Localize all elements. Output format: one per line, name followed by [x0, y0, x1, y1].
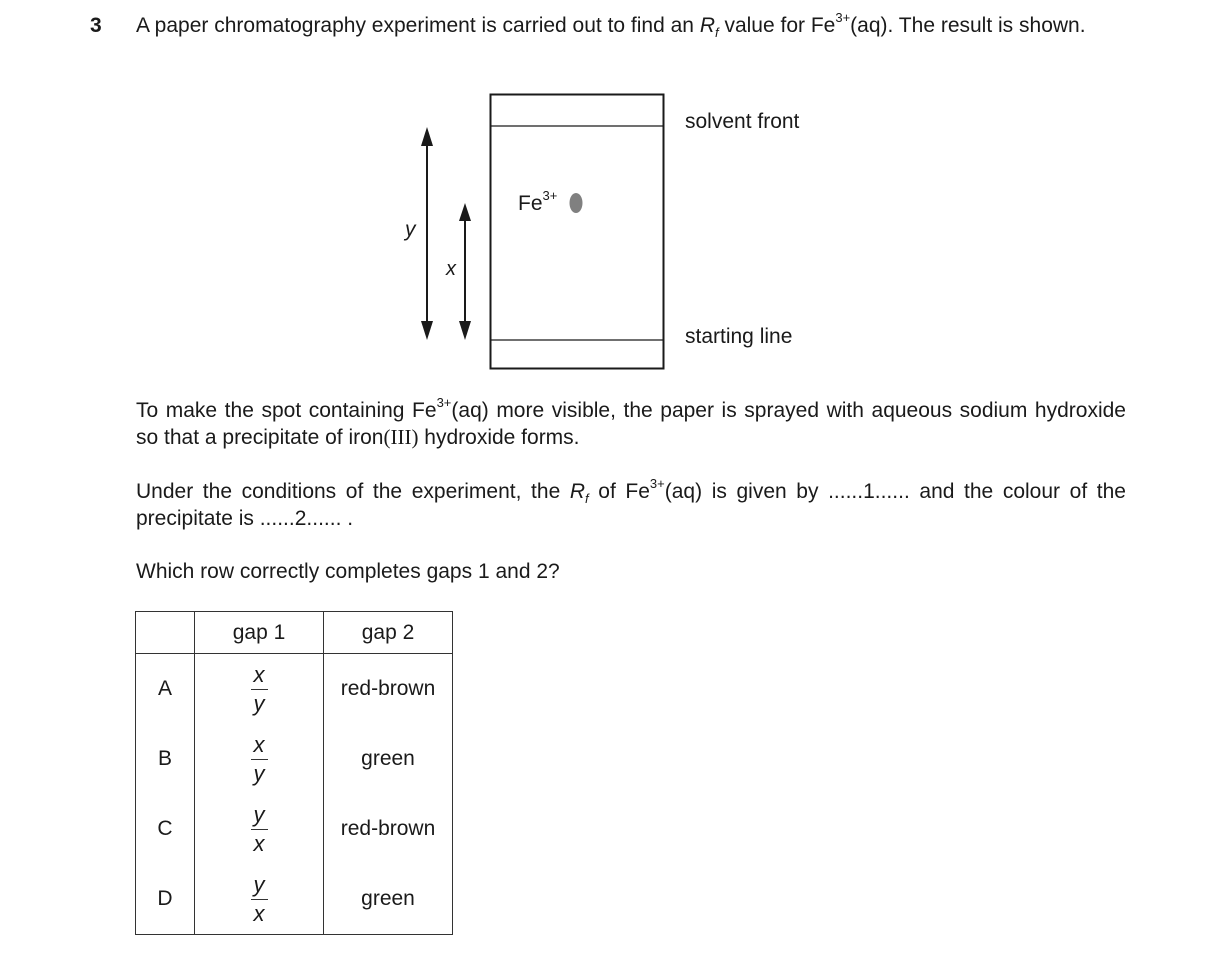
gap1-fraction: $\frac{y}{x}$	[195, 794, 324, 864]
table-header-row	[136, 612, 453, 654]
p3-text-2: of Fe	[588, 480, 650, 503]
charge-superscript: 3+	[835, 10, 851, 25]
spray-paragraph	[136, 397, 1126, 451]
chromatography-paper	[491, 95, 664, 369]
row-label: B	[136, 724, 195, 794]
gap1-fraction: $\frac{x}{y}$	[195, 724, 324, 794]
p2-charge: 3+	[436, 395, 452, 410]
starting-line-label: starting line	[685, 325, 793, 348]
y-arrow-head-down	[421, 321, 433, 340]
row-label: C	[136, 794, 195, 864]
gap2-colour: green	[324, 724, 453, 794]
roman-numeral: (III)	[383, 425, 419, 449]
p2-text-2: (aq) more visible, the paper is sprayed with aqueous sodium hydroxide so that a precipitate of iron	[136, 399, 1126, 449]
intro-text-1: A paper chromatography experiment is carried out to find an	[136, 14, 700, 37]
question-prompt: Which row correctly completes gaps 1 and 2?	[136, 560, 560, 583]
p2-text-3: hydroxide forms.	[418, 426, 580, 449]
gap-paragraph	[136, 478, 1126, 532]
fe-spot	[570, 193, 583, 213]
intro-text-2: value for Fe	[718, 14, 836, 37]
x-arrow-head-down	[459, 321, 471, 340]
p3-charge: 3+	[649, 476, 665, 491]
solvent-front-label: solvent front	[685, 110, 800, 133]
y-arrow-head-up	[421, 127, 433, 146]
chromatography-diagram	[380, 88, 680, 378]
y-distance-label: y	[405, 218, 416, 241]
p3-text-3: (aq) is given by ......1...... and the colour of the precipitate is ......2...... .	[136, 480, 1126, 530]
header-gap1: gap 1	[195, 612, 324, 654]
answer-row-b[interactable]	[136, 724, 453, 794]
gap1-fraction: $\frac{x}{y}$	[195, 654, 324, 725]
p2-text-1: To make the spot containing Fe	[136, 399, 437, 422]
answer-row-a[interactable]	[136, 654, 453, 725]
x-distance-label: x	[446, 258, 456, 280]
answer-table	[135, 611, 453, 935]
answer-row-d[interactable]	[136, 864, 453, 935]
gap2-colour: green	[324, 864, 453, 935]
gap2-colour: red-brown	[324, 794, 453, 864]
answer-row-c[interactable]	[136, 794, 453, 864]
row-label: D	[136, 864, 195, 935]
intro-text-3: (aq). The result is shown.	[850, 14, 1086, 37]
p3-text-1: Under the conditions of the experiment, the	[136, 480, 570, 503]
fe-spot-label: $Fe^{3+}$	[518, 188, 558, 215]
rf-symbol-2: $R_f$	[569, 480, 589, 507]
row-label: A	[136, 654, 195, 725]
rf-symbol: $R_f$	[699, 14, 719, 41]
question-number: 3	[90, 14, 102, 37]
gap2-colour: red-brown	[324, 654, 453, 725]
x-arrow-head-up	[459, 203, 471, 221]
header-gap2: gap 2	[324, 612, 453, 654]
gap1-fraction: $\frac{y}{x}$	[195, 864, 324, 935]
header-blank	[136, 612, 195, 654]
question-intro	[136, 12, 1126, 39]
